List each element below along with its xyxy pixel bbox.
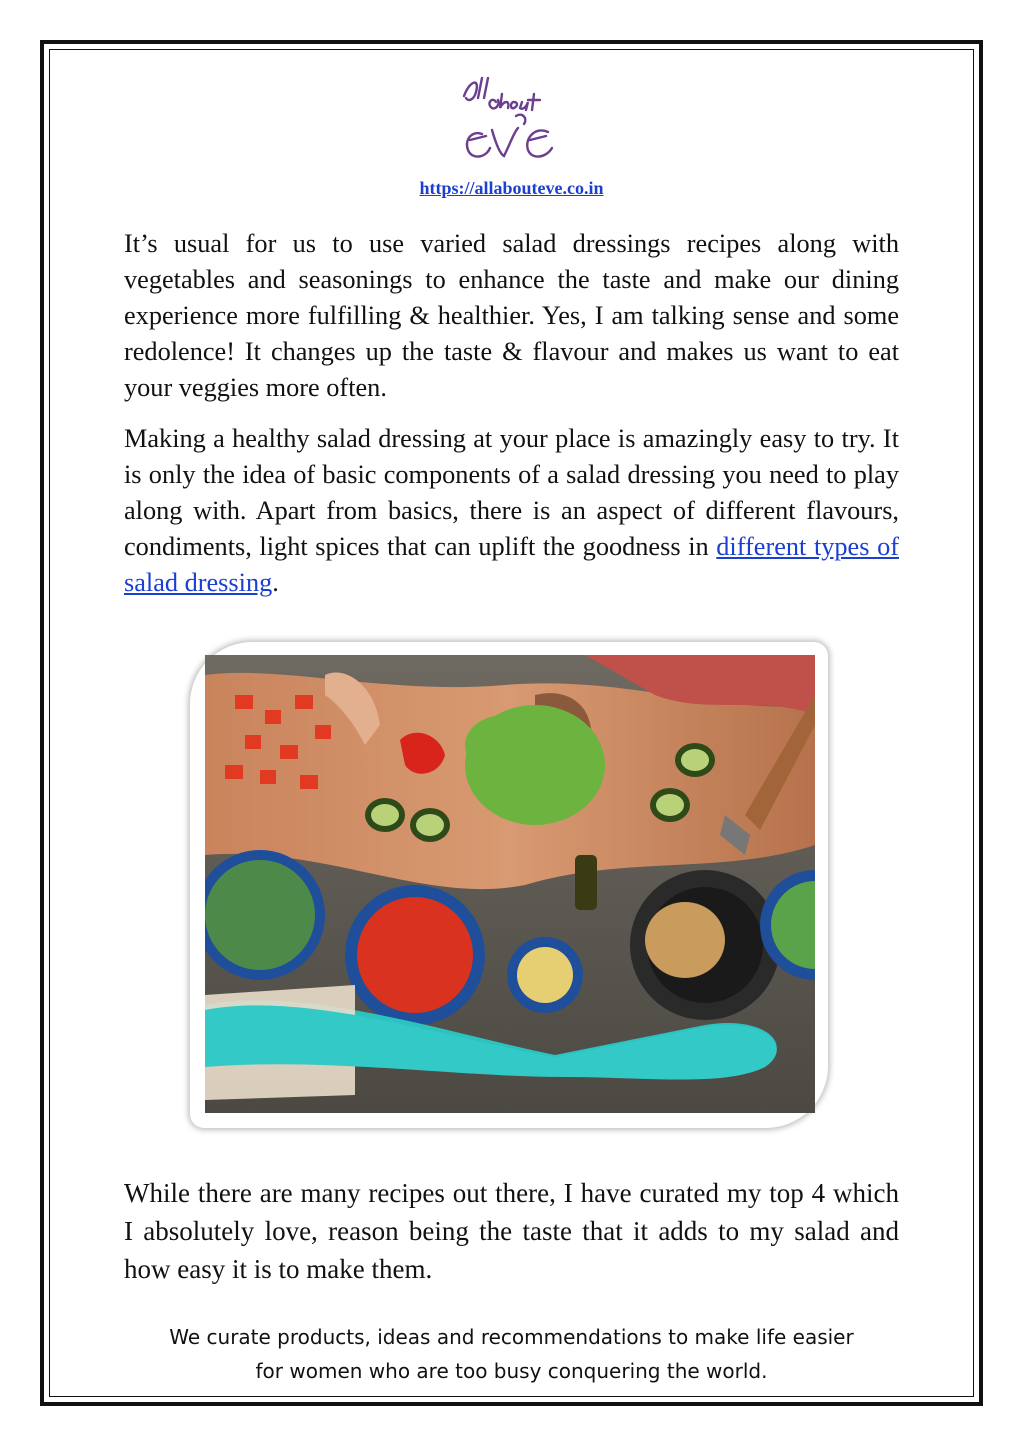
second-paragraph-end: . [272, 568, 279, 597]
all-about-eve-logo [452, 74, 572, 174]
salad-dressing-types-link[interactable]: different types of salad dressing [124, 532, 899, 597]
second-paragraph-text: Making a healthy salad dressing at your place is amazingly easy to try. It is only the idea of basic components of a salad dressing you need to play along with. Apart from basics, there is an aspect of different flavours, condiments, light spices that can uplift the goodness in [124, 424, 899, 561]
footer-line-1: We curate products, ideas and recommendations to make life easier [169, 1325, 854, 1349]
intro-paragraph: It’s usual for us to use varied salad dressings recipes along with vegetables and seasonings to enhance the taste and make our dining experience more fulfilling & healthier. Yes, I am talking sense and some redolence! It changes up the taste & flavour and makes us want to eat your veggies more often. [124, 229, 899, 402]
second-paragraph [124, 421, 899, 601]
footer-tagline [0, 1320, 1023, 1388]
website-url-link[interactable]: https://allabouteve.co.in [419, 178, 604, 198]
footer-line-2: for women who are too busy conquering the world. [255, 1359, 768, 1383]
closing-paragraph: While there are many recipes out there, I have curated my top 4 which I absolutely love, reason being the taste that it adds to my salad and how easy it is to make them. [124, 1178, 899, 1284]
salad-preparation-photo [205, 655, 815, 1113]
